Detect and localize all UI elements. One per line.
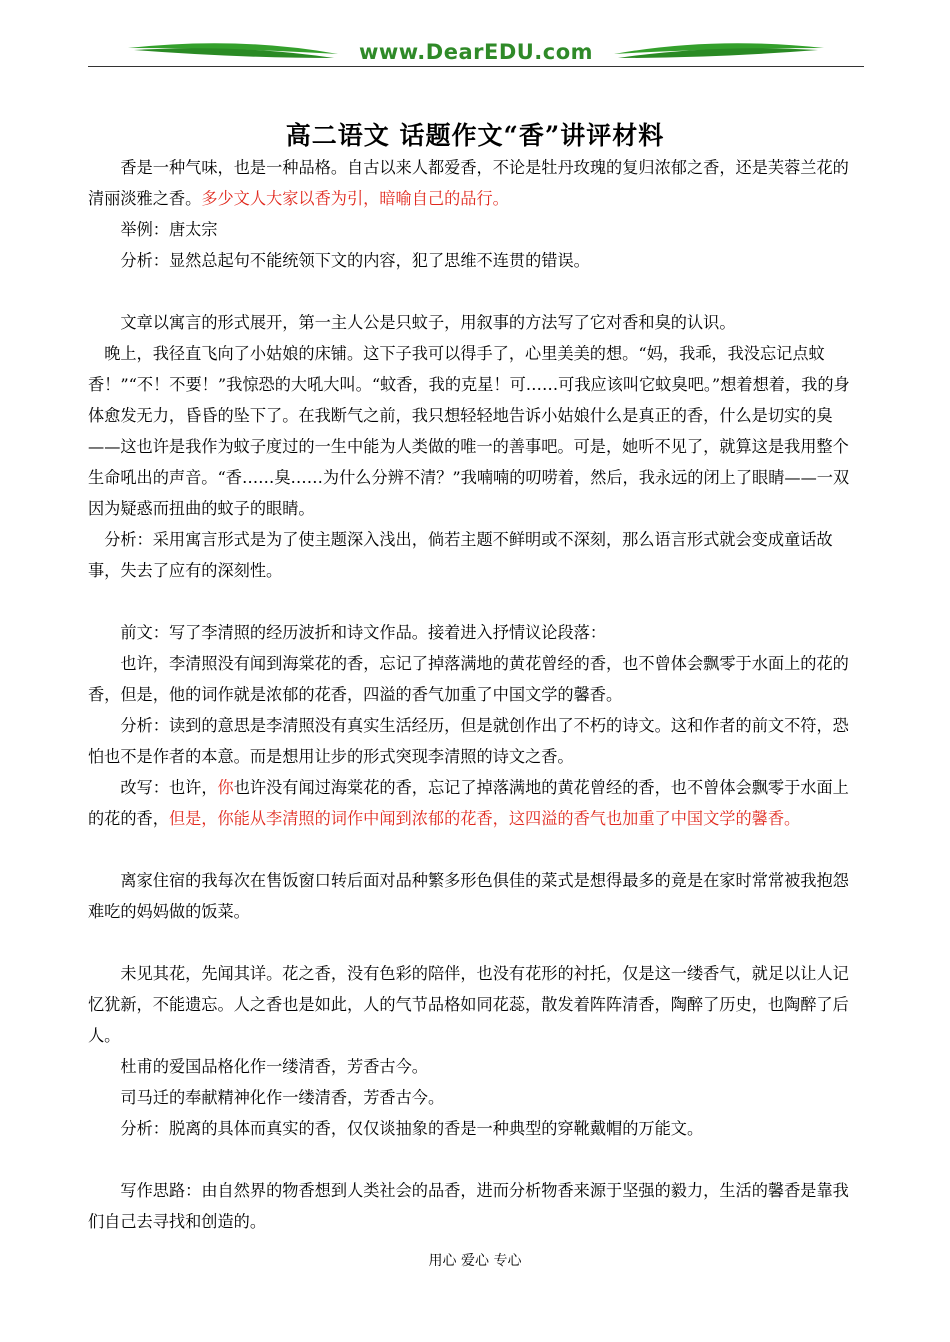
paragraph <box>88 152 864 214</box>
paragraph: 文章以寓言的形式展开，第一主人公是只蚊子，用叙事的方法写了它对香和臭的认识。 <box>120 313 736 332</box>
paragraph: 前文：写了李清照的经历波折和诗文作品。接着进入抒情议论段落： <box>120 623 607 642</box>
paragraph: 也许，李清照没有闻到海棠花的香，忘记了掉落满地的黄花曾经的香，也不曾体会飘零于水面上的花的香，但是，他的词作就是浓郁的花香，四溢的香气加重了中国文学的馨香。 <box>88 654 849 704</box>
paragraph: 未见其花，先闻其详。花之香，没有色彩的陪伴，也没有花形的衬托，仅是这一缕香气，就足以让人记忆犹新，不能遗忘。人之香也是如此，人的气节品格如同花蕊，散发着阵阵清香，陶醉了历史，也陶醉了后人。 <box>88 964 849 1045</box>
highlight-text: 但是，你能从李清照的词作中闻到浓郁的花香，这四溢的香气也加重了中国文学的馨香。 <box>168 809 801 828</box>
page-footer: 用心 爱心 专心 <box>428 1253 522 1269</box>
highlight-text: 你 <box>217 778 234 797</box>
paragraph-text: 也许没有闻过海棠花的香，忘记了掉落满地的黄花曾经的香，也不曾体会飘零于水面上的花的香， <box>88 778 849 828</box>
paragraph: 举例：唐太宗 <box>120 220 218 239</box>
header-logo <box>88 34 864 70</box>
highlight-text: 多少文人大家以香为引，暗喻自己的品行。 <box>201 189 509 208</box>
paragraph: 杜甫的爱国品格化作一缕清香，芳香古今。 <box>120 1057 428 1076</box>
document-body <box>88 152 864 1237</box>
page-title: 高二语文 话题作文“香”讲评材料 <box>285 121 665 150</box>
paragraph: 分析：显然总起句不能统领下文的内容，犯了思维不连贯的错误。 <box>120 251 590 270</box>
paragraph: 分析：采用寓言形式是为了使主题深入浅出，倘若主题不鲜明或不深刻，那么语言形式就会变成童话故事，失去了应有的深刻性。 <box>88 530 833 580</box>
logo-text: www.DearEDU.com <box>358 40 594 64</box>
paragraph <box>88 772 864 834</box>
paragraph: 分析：读到的意思是李清照没有真实生活经历，但是就创作出了不朽的诗文。这和作者的前文不符，恐怕也不是作者的本意。而是想用让步的形式突现李清照的诗文之香。 <box>88 716 849 766</box>
paragraph: 写作思路：由自然界的物香想到人类社会的品香，进而分析物香来源于坚强的毅力，生活的馨香是靠我们自己去寻找和创造的。 <box>88 1181 849 1231</box>
paragraph: 司马迁的奉献精神化作一缕清香，芳香古今。 <box>120 1088 445 1107</box>
paragraph: 晚上，我径直飞向了小姑娘的床铺。这下子我可以得手了，心里美美的想。“妈，我乖，我没忘记点蚊香！”“不！不要！”我惊恐的大吼大叫。“蚊香，我的克星！可……可我应该叫它蚊臭吧。”想着想着，我的身体愈发无力，昏昏的坠下了。在我断气之前，我只想轻轻地告诉小姑娘什么是真正的香，什么是切实的臭——这也许是我作为蚊子度过的一生中能为人类做的唯一的善事吧。可是，她听不见了，就算这是我用整个生命吼出的声音。“香……臭……为什么分辨不清？”我喃喃的叨唠着，然后，我永远的闭上了眼睛——一双因为疑惑而扭曲的蚊子的眼睛。 <box>88 344 850 518</box>
paragraph: 离家住宿的我每次在售饭窗口转后面对品种繁多形色俱佳的菜式是想得最多的竟是在家时常常被我抱怨难吃的妈妈做的饭菜。 <box>88 871 849 921</box>
paragraph-text: 香是一种气味，也是一种品格。自古以来人都爱香，不论是牡丹玫瑰的复归浓郁之香，还是芙蓉兰花的清丽淡雅之香。 <box>88 158 849 208</box>
paragraph: 分析：脱离的具体而真实的香，仅仅谈抽象的香是一种典型的穿靴戴帽的万能文。 <box>120 1119 704 1138</box>
header-rule <box>88 66 864 67</box>
paragraph-text: 改写：也许， <box>120 778 218 797</box>
